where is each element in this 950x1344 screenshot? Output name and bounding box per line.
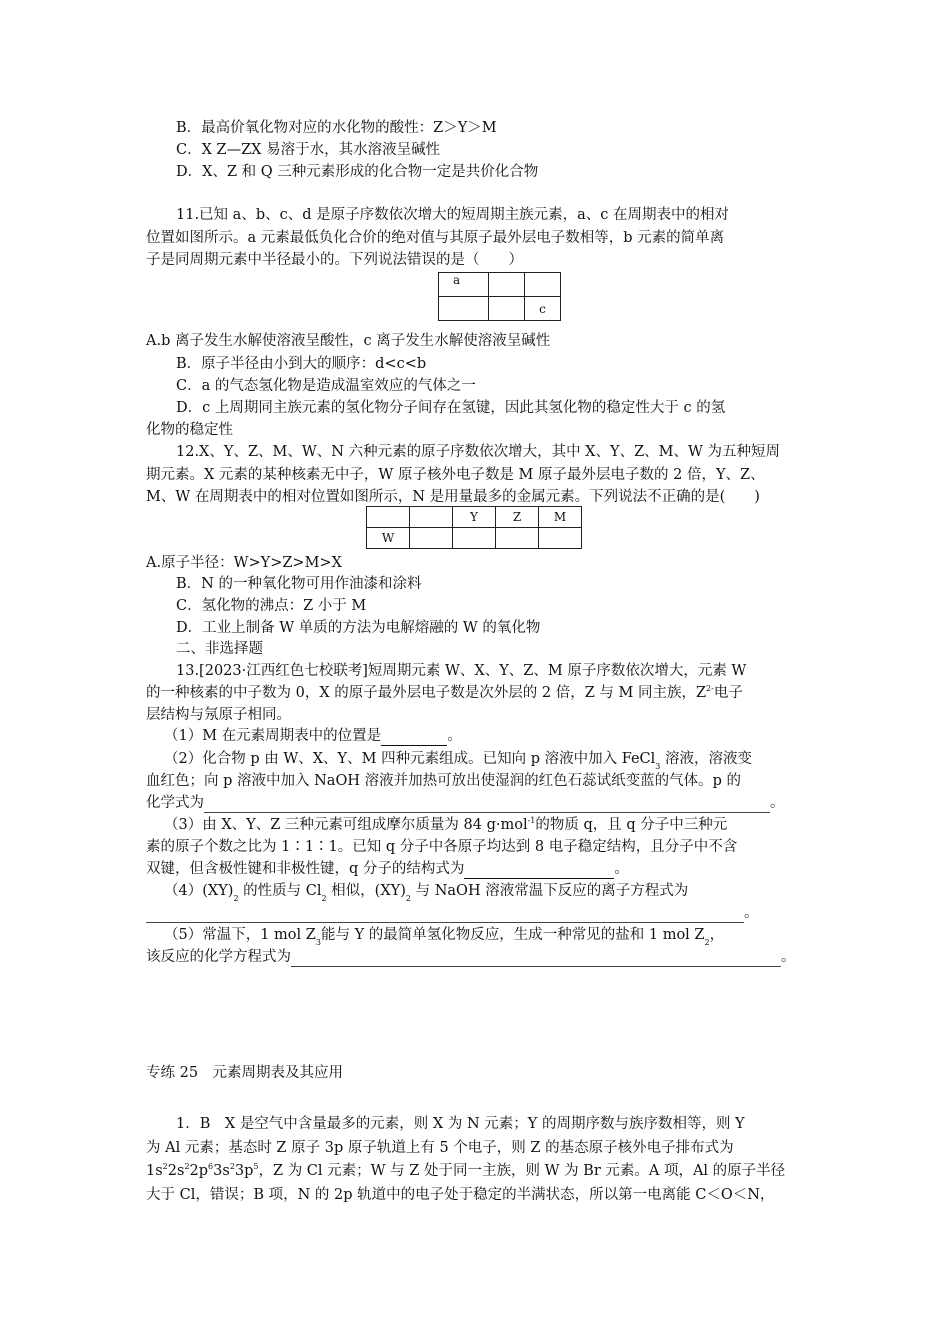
- q13-part3-line1: （3）由 X、Y、Z 三种元素可组成摩尔质量为 84 g·mol$^{-1}$的物质 q，且 q 分子中三种元: [164, 816, 728, 833]
- answer-section-title: 专练 25 元素周期表及其应用: [146, 1065, 344, 1081]
- q13-stem-line1: 13.[2023·江西红色七校联考]短周期元素 W、X、Y、Z、M 原子序数依次增大，元素 W: [176, 663, 747, 679]
- answer-line4: 大于 Cl，错误；B 项，N 的 2p 轨道中的电子处于稳定的半满状态，所以第一电离能 C＜O＜N，: [146, 1187, 775, 1203]
- q13-part4-line1: $(4)(XY)_2$ 的性质与 $Cl_2$ 相似，$(XY)_2$ 与 NaOH 溶液常温下反应的离子方程式为: [164, 883, 689, 903]
- q12-option-a: A.原子半径：W>Y>Z>M>X: [146, 555, 342, 571]
- q13-stem-line2: 的一种核素的中子数为 0，X 的原子最外层电子数是次外层的 2 倍，Z 与 M 同主族，$Z^{2-}$电子: [146, 684, 743, 701]
- section-heading: 二、非选择题: [176, 641, 263, 657]
- q11-stem-line3: 子是同周期元素中半径最小的。下列说法错误的是（ ）: [146, 252, 523, 268]
- q11-stem-line1: 11.已知 a、b、c、d 是原子序数依次增大的短周期主族元素，a、c 在周期表中的相对: [176, 207, 729, 223]
- answer-line1: 1．B X 是空气中含量最多的元素，则 X 为 N 元素；Y 的周期序数与族序数相等，则 Y: [176, 1116, 745, 1132]
- q10-option-c: C．X Z—ZX 易溶于水，其水溶液呈碱性: [176, 142, 441, 158]
- grid-cell: [410, 528, 453, 549]
- grid-cell: [496, 528, 539, 549]
- q13-part3-line2: 素的原子个数之比为 1∶1∶1。已知 q 分子中各原子均达到 8 电子稳定结构，且分子中不含: [146, 839, 738, 855]
- q13-part1: （1）M 在元素周期表中的位置是 。: [164, 728, 462, 744]
- q13-part4-line2: 。: [146, 903, 759, 923]
- grid-cell-a: a: [439, 273, 489, 297]
- grid-cell: [410, 507, 453, 528]
- grid-cell: [489, 273, 525, 297]
- q13-part2-line3: 化学式为 。: [146, 795, 785, 811]
- answer-blank[interactable]: [291, 950, 781, 967]
- grid-cell-y: Y: [453, 507, 496, 528]
- q11-option-d-line1: D．c 上周期同主族元素的氢化物分子间存在氢键，因此其氢化物的稳定性大于 c 的氢: [176, 400, 726, 416]
- answer-blank[interactable]: [146, 906, 744, 923]
- grid-cell: [453, 528, 496, 549]
- grid-cell-z: Z: [496, 507, 539, 528]
- q12-periodic-grid: [366, 506, 582, 549]
- q13-part3-line3: 双键，但含极性键和非极性键，q 分子的结构式为 。: [146, 861, 629, 877]
- q10-option-b: B．最高价氧化物对应的水化物的酸性：Z＞Y＞M: [176, 120, 497, 136]
- q11-periodic-grid: [438, 272, 561, 321]
- grid-cell-w: W: [367, 528, 410, 549]
- grid-cell: [539, 528, 582, 549]
- q11-option-d-line2: 化物的稳定性: [146, 422, 233, 438]
- grid-cell: [367, 507, 410, 528]
- q12-option-c: C．氢化物的沸点：Z 小于 M: [176, 598, 367, 614]
- q12-stem-line2: 期元素。X 元素的某种核素无中子，W 原子核外电子数是 M 原子最外层电子数的 2 倍，Y、Z、: [146, 467, 765, 483]
- q12-stem-line3: M、W 在周期表中的相对位置如图所示，N 是用量最多的金属元素。下列说法不正确的是( ): [146, 489, 760, 505]
- answer-line2: 为 Al 元素；基态时 Z 原子 3p 原子轨道上有 5 个电子，则 Z 的基态原子核外电子排布式为: [146, 1140, 734, 1156]
- grid-cell-m: M: [539, 507, 582, 528]
- q13-part5-line2: 该反应的化学方程式为 。: [146, 949, 796, 965]
- q11-option-a: A.b 离子发生水解使溶液呈酸性，c 离子发生水解使溶液呈碱性: [146, 333, 551, 349]
- grid-cell: [489, 297, 525, 321]
- q11-option-c: C．a 的气态氢化物是造成温室效应的气体之一: [176, 378, 476, 394]
- answer-line3: $1s^22s^22p^63s^23p^5$，Z 为 Cl 元素；W 与 Z 处于同一主族，则 W 为 Br 元素。A 项，Al 的原子半径: [146, 1162, 786, 1179]
- q12-option-b: B．N 的一种氧化物可用作油漆和涂料: [176, 576, 422, 592]
- grid-cell: [439, 297, 489, 321]
- grid-cell: [525, 273, 561, 297]
- q12-stem-line1: 12.X、Y、Z、M、W、N 六种元素的原子序数依次增大，其中 X、Y、Z、M、W 为五种短周: [176, 444, 781, 460]
- q13-part5-line1: （5）常温下，1 mol $Z_3$能与 Y 的最简单氢化物反应，生成一种常见的盐和 1 mol $Z_2$，: [164, 927, 725, 947]
- q10-option-d: D．X、Z 和 Q 三种元素形成的化合物一定是共价化合物: [176, 164, 539, 180]
- q11-option-b: B．原子半径由小到大的顺序：d<c<b: [176, 356, 427, 372]
- q13-part2-line2: 血红色；向 p 溶液中加入 NaOH 溶液并加热可放出使湿润的红色石蕊试纸变蓝的气体。p 的: [146, 773, 741, 789]
- answer-blank[interactable]: [381, 729, 447, 746]
- grid-cell-c: c: [525, 297, 561, 321]
- answer-blank[interactable]: [204, 796, 770, 813]
- q12-option-d: D．工业上制备 W 单质的方法为电解熔融的 W 的氧化物: [176, 620, 541, 636]
- q13-stem-line3: 层结构与氖原子相同。: [146, 707, 291, 723]
- q11-stem-line2: 位置如图所示。a 元素最低负化合价的绝对值与其原子最外层电子数相等，b 元素的简单离: [146, 230, 725, 246]
- answer-blank[interactable]: [464, 862, 614, 879]
- q13-part2-line1: （2）化合物 p 由 W、X、Y、M 四种元素组成。已知向 p 溶液中加入 FeCl$_3$ 溶液，溶液变: [164, 751, 752, 771]
